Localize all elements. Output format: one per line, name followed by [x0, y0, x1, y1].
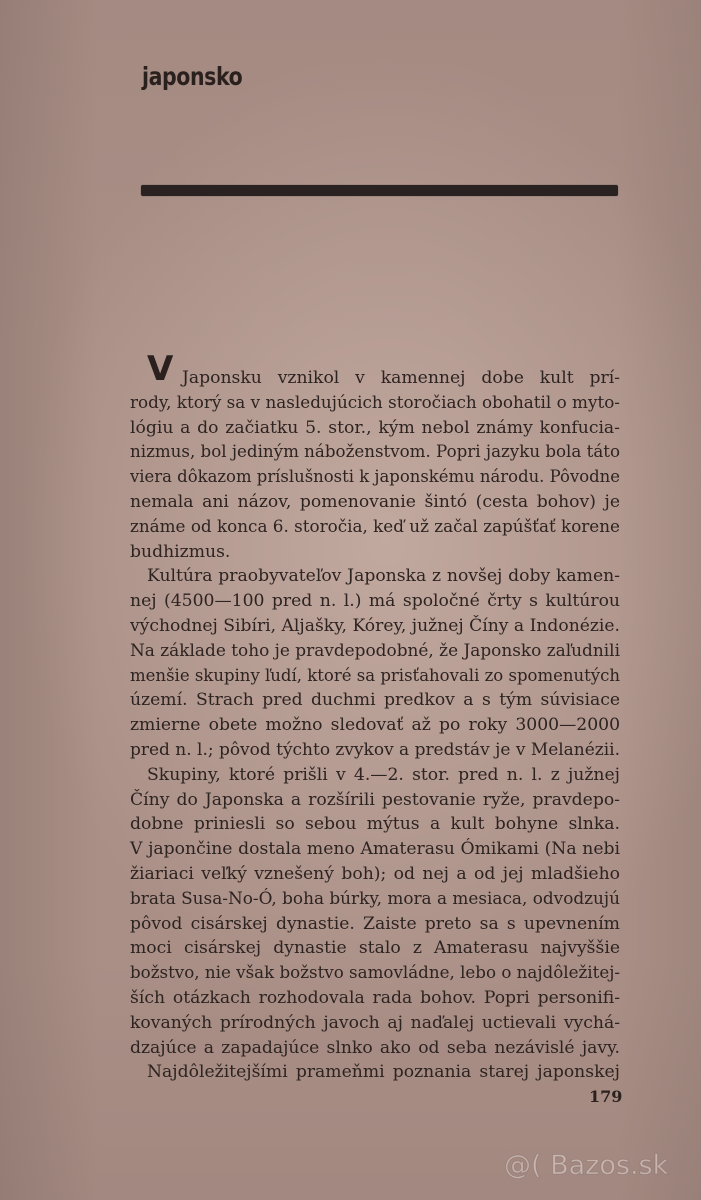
page-number: 179: [589, 1087, 623, 1106]
text-line: východnej Sibíri, Aljašky, Kórey, južnej Číny a Indonézie.: [130, 615, 621, 636]
text-line: Skupiny, ktoré prišli v 4.—2. stor. pred n. l. z južnej: [147, 764, 620, 785]
text-line: lógiu a do začiatku 5. stor., kým nebol známy konfucia-: [130, 417, 620, 438]
text-line: dobne priniesli so sebou mýtus a kult bohyne slnka.: [130, 814, 620, 835]
text-line: V japončine dostala meno Amaterasu Ómikami (Na nebi: [130, 839, 620, 860]
text-line: území. Strach pred duchmi predkov a s tým súvisiace: [130, 690, 620, 711]
text-line: Kultúra praobyvateľov Japonska z novšej doby kamen-: [147, 566, 620, 587]
text-line: brata Susa-No-Ó, boha búrky, mora a mesiaca, odvodzujú: [130, 888, 621, 909]
text-line: pôvod cisárskej dynastie. Zaiste preto sa s upevnením: [130, 913, 620, 934]
text-line: dzajúce a zapadajúce slnko ako od seba nezávislé javy.: [130, 1037, 620, 1058]
text-line: kovaných prírodných javoch aj naďalej uctievali vychá-: [130, 1012, 620, 1033]
chapter-title: japonsko: [142, 62, 243, 91]
bazos-watermark: @( Bazos.sk: [504, 1150, 669, 1181]
body-text: [130, 349, 621, 1085]
text-line: viera dôkazom príslušnosti k japonskému národu. Pôvodne: [130, 467, 621, 488]
text-line: rody, ktorý sa v nasledujúcich storočiach obohatil o myto-: [130, 392, 620, 413]
text-line: ších otázkach rozhodovala rada bohov. Popri personifi-: [130, 987, 620, 1008]
text-line: Číny do Japonska a rozšírili pestovanie ryže, pravdepo-: [130, 789, 620, 810]
text-line: žiariaci veľký vznešený boh); od nej a od jej mladšieho: [130, 863, 620, 884]
text-line: Japonsku vznikol v kamennej dobe kult prí-: [182, 368, 620, 388]
text-line: nizmus, bol jediným náboženstvom. Popri jazyku bola táto: [130, 442, 621, 463]
text-line: zmierne obete možno sledovať až po roky 3000—2000: [130, 715, 620, 736]
text-line: pred n. l.; pôvod týchto zvykov a predstáv je v Melanézii.: [130, 739, 620, 760]
title-rule-divider: [141, 185, 618, 196]
text-line: budhizmus.: [130, 541, 231, 562]
text-line: známe od konca 6. storočia, keď už začal zapúšťať korene: [130, 516, 620, 537]
text-line: božstvo, nie však božstvo samovládne, lebo o najdôležitej-: [130, 963, 621, 984]
text-line: menšie skupiny ľudí, ktoré sa prisťahovali zo spomenutých: [130, 665, 621, 686]
drop-cap: V: [147, 349, 174, 389]
text-line: nej (4500—100 pred n. l.) má spoločné črty s kultúrou: [130, 591, 620, 612]
text-line: Na základe toho je pravdepodobné, že Japonsko zaľudnili: [130, 640, 620, 661]
text-line: nemala ani názov, pomenovanie šintó (cesta bohov) je: [130, 491, 620, 512]
text-line: moci cisárskej dynastie stalo z Amaterasu najvyššie: [130, 938, 620, 959]
text-line: Najdôležitejšími prameňmi poznania starej japonskej: [147, 1062, 620, 1083]
